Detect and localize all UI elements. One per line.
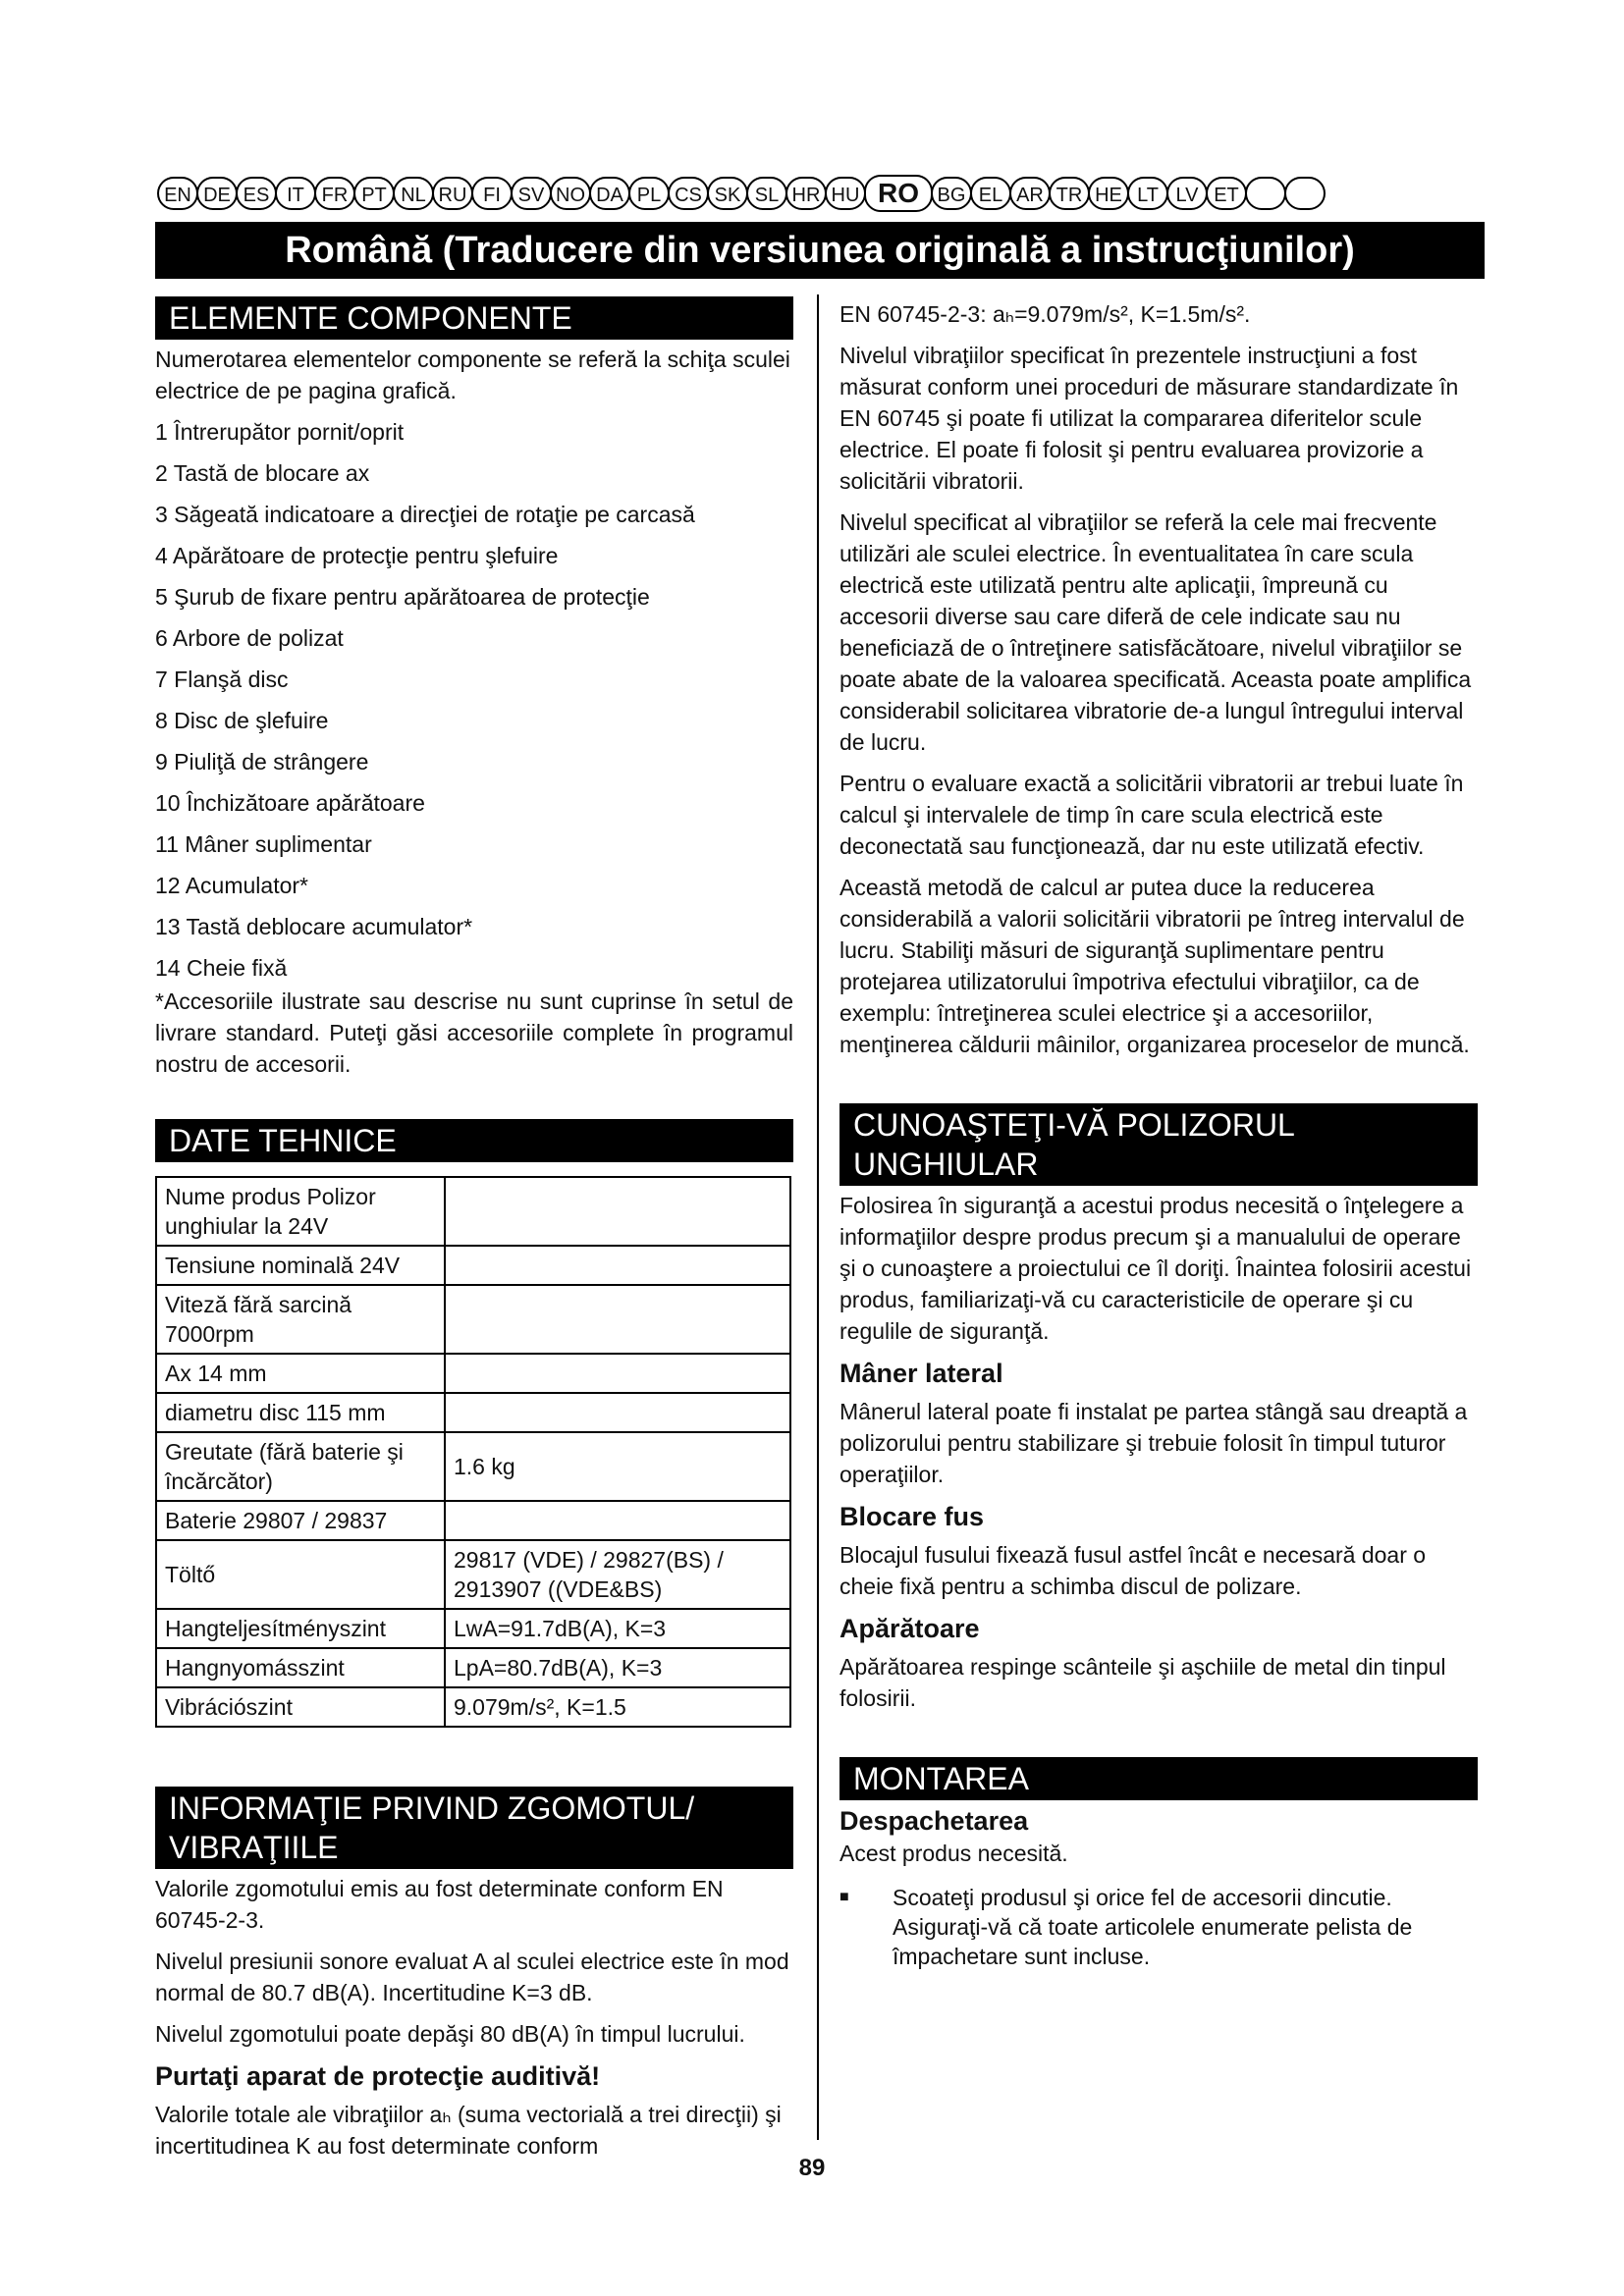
zgomot-heading-line2: VIBRAŢIILE [169, 1830, 339, 1865]
page-title: Română (Traducere din versiunea originală a instrucţiunilor) [155, 222, 1485, 279]
list-item: 13 Tastă deblocare acumulator* [155, 914, 473, 939]
language-tab-ar: AR [1009, 177, 1051, 210]
section-heading-zgomot [155, 1787, 793, 1869]
table-row [156, 1540, 790, 1609]
heading-despachetarea: Despachetarea [839, 1806, 1029, 1836]
zgomot-p1: Valorile zgomotului emis au fost determinate conform EN 60745-2-3. [155, 1876, 724, 1933]
table-row [156, 1285, 790, 1354]
list-item: 11 Mâner suplimentar [155, 831, 372, 857]
language-tab-da: DA [589, 177, 630, 210]
language-tab-tr: TR [1049, 177, 1090, 210]
despachetare-text: Acest produs necesită. [839, 1841, 1068, 1866]
table-row [156, 1177, 790, 1246]
list-item: 10 Închizătoare apărătoare [155, 790, 425, 816]
vibration-p3: Pentru o evaluare exactă a solicitării vibratorii ar trebui luate în calcul şi intervalele de timp în care scula electrică este deconectată sau funcţionează, dar nu este utilizată efectiv. [839, 771, 1464, 859]
cunoasteti-heading-line1: CUNOAŞTEŢI-VĂ POLIZORUL [853, 1107, 1295, 1143]
language-tab-de: DE [196, 177, 238, 210]
bullet-text: Scoateţi produsul şi orice fel de accesorii dincutie. Asiguraţi-vă că toate articolele enumerate pelista de împachetare sunt incluse. [893, 1885, 1413, 1969]
table-row [156, 1609, 790, 1648]
zgomot-p4: Valorile totale ale vibraţiilor aₕ (suma vectorială a trei direcţii) şi incertitudinea K au fost determinate conform [155, 2102, 782, 2159]
list-item: 9 Piuliţă de strângere [155, 749, 369, 774]
table-row [156, 1432, 790, 1501]
language-tab-sv: SV [511, 177, 552, 210]
list-item: 6 Arbore de polizat [155, 625, 344, 651]
table-row [156, 1393, 790, 1432]
table-cell-value: 1.6 kg [445, 1432, 790, 1501]
language-tab-bg: BG [931, 177, 972, 210]
heading-blocare-fus: Blocare fus [839, 1502, 985, 1531]
component-list [155, 416, 793, 984]
table-cell-value [445, 1285, 790, 1354]
table-cell-value: LwA=91.7dB(A), K=3 [445, 1609, 790, 1648]
accessories-note: *Accesoriile ilustrate sau descrise nu sunt cuprinse în setul de livrare standard. Puteţi găsi accesoriile complete în programul nostru de accesorii. [155, 988, 793, 1077]
language-tab-fr: FR [314, 177, 355, 210]
vibration-p2: Nivelul specificat al vibraţiilor se referă la cele mai frecvente utilizări ale sculei electrice. În eventualitatea în care scula electrică este utilizată pentru alte aplicaţii, împreună cu accesorii diverse sau care diferă de cele indicate sau nu beneficiază de o întreţinere satisfăcătoare, nivelul vibraţiilor se poate abate de la valoarea specificată. Aceasta poate amplifica considerabil solicitarea vibratorie de-a lungul întregului interval de lucru. [839, 509, 1472, 755]
table-cell-value [445, 1393, 790, 1432]
en-standard-line: EN 60745-2-3: aₕ=9.079m/s², K=1.5m/s². [839, 301, 1251, 327]
table-cell-label: Vibrációszint [156, 1687, 445, 1727]
language-tab-sk: SK [707, 177, 748, 210]
zgomot-p2: Nivelul presiunii sonore evaluat A al sculei electrice este în mod normal de 80.7 dB(A). Incertitudine K=3 dB. [155, 1949, 789, 2005]
table-cell-value [445, 1354, 790, 1393]
language-tabs [157, 177, 1483, 214]
table-row [156, 1687, 790, 1727]
table-cell-label: Viteză fără sarcină 7000rpm [156, 1285, 445, 1354]
language-tab-nl: NL [393, 177, 434, 210]
heading-maner-lateral: Mâner lateral [839, 1359, 1003, 1388]
list-item: 14 Cheie fixă [155, 955, 288, 981]
list-item: 5 Şurub de fixare pentru apărătoarea de protecţie [155, 584, 650, 610]
zgomot-p3: Nivelul zgomotului poate depăşi 80 dB(A) în timpul lucrului. [155, 2021, 745, 2047]
table-row [156, 1648, 790, 1687]
list-item: 7 Flanşă disc [155, 667, 289, 692]
language-tab-el: EL [970, 177, 1011, 210]
list-item [839, 1883, 1478, 1971]
list-item: 3 Săgeată indicatoare a direcţiei de rotaţie pe carcasă [155, 502, 695, 527]
bullet-square-icon: ■ [839, 1889, 849, 1905]
cunoasteti-heading-line2: UNGHIULAR [853, 1147, 1039, 1182]
zgomot-subheading: Purtaţi aparat de protecţie auditivă! [155, 2061, 601, 2091]
cunoasteti-p1: Folosirea în siguranţă a acestui produs necesită o înţelegere a informaţiilor despre produs precum şi a manualului de operare şi o cunoaştere a proiectului ce îl doriţi. Înaintea folosirii acestui produs, familiarizaţi-vă cu caracteristicile de operare şi cu regulile de siguranţă. [839, 1193, 1472, 1344]
table-cell-label: Greutate (fără baterie şi încărcător) [156, 1432, 445, 1501]
elemente-intro: Numerotarea elementelor componente se referă la schiţa sculei electrice de pe pagina grafică. [155, 347, 790, 403]
left-column [155, 294, 793, 2171]
section-heading-elemente: ELEMENTE COMPONENTE [155, 296, 793, 340]
table-cell-value: 9.079m/s², K=1.5 [445, 1687, 790, 1727]
maner-text: Mânerul lateral poate fi instalat pe partea stângă sau dreaptă a polizorului pentru stabilizare şi trebuie folosit în timpul tuturor operaţiilor. [839, 1399, 1468, 1487]
table-cell-label: Töltő [156, 1540, 445, 1609]
page-number: 89 [798, 2155, 826, 2181]
table-cell-label: Hangteljesítményszint [156, 1609, 445, 1648]
table-cell-value [445, 1501, 790, 1540]
language-tab-lt: LT [1127, 177, 1168, 210]
language-tab-blank [1245, 177, 1286, 210]
table-cell-label: Nume produs Polizor unghiular la 24V [156, 1177, 445, 1246]
language-tab-hr: HR [785, 177, 827, 210]
zgomot-heading-line1: INFORMAŢIE PRIVIND ZGOMOTUL/ [169, 1790, 695, 1826]
vibration-p1: Nivelul vibraţiilor specificat în prezentele instrucţiuni a fost măsurat conform unei proceduri de măsurare standardizate în EN 60745 şi poate fi utilizat la compararea diferitelor scule electrice. El poate fi folosit şi pentru evaluarea provizorie a solicitării vibratorii. [839, 343, 1459, 494]
heading-aparatoare: Apărătoare [839, 1614, 980, 1643]
list-item: 8 Disc de şlefuire [155, 708, 329, 733]
section-heading-cunoasteti [839, 1103, 1478, 1186]
table-cell-value: LpA=80.7dB(A), K=3 [445, 1648, 790, 1687]
list-item: 1 Întrerupător pornit/oprit [155, 419, 405, 445]
language-tab-he: HE [1088, 177, 1129, 210]
language-tab-et: ET [1206, 177, 1247, 210]
section-heading-montarea: MONTAREA [839, 1757, 1478, 1800]
language-tab-hu: HU [825, 177, 866, 210]
language-tab-sl: SL [746, 177, 787, 210]
language-tab-blank [1284, 177, 1326, 210]
table-row [156, 1246, 790, 1285]
aparatoare-text: Apărătoarea respinge scânteile şi aşchiile de metal din tinpul folosirii. [839, 1654, 1446, 1711]
list-item: 2 Tastă de blocare ax [155, 460, 370, 486]
table-cell-label: diametru disc 115 mm [156, 1393, 445, 1432]
table-cell-label: Ax 14 mm [156, 1354, 445, 1393]
table-row [156, 1354, 790, 1393]
language-tab-ru: RU [432, 177, 473, 210]
language-tab-en: EN [157, 177, 198, 210]
list-item: 4 Apărătoare de protecţie pentru şlefuire [155, 543, 559, 568]
language-tab-pt: PT [353, 177, 395, 210]
table-cell-value [445, 1246, 790, 1285]
column-divider [817, 294, 819, 2140]
language-tab-lv: LV [1166, 177, 1208, 210]
vibration-p4: Această metodă de calcul ar putea duce la reducerea considerabilă a valorii solicitării vibratorii pe întreg intervalul de lucru. Stabiliţi măsuri de siguranţă suplimentare pentru protejarea utilizatorului împotriva efectului vibraţiilor, ca de exemplu: întreţinerea sculei electrice şi a accesoriilor, menţinerea căldurii mâinilor, organizarea proceselor de muncă. [839, 875, 1470, 1057]
right-column [839, 294, 1478, 1971]
language-tab-no: NO [550, 177, 591, 210]
language-tab-ro: RO [864, 175, 933, 212]
blocare-text: Blocajul fusului fixează fusul astfel încât e necesară doar o cheie fixă pentru a schimba discul de polizare. [839, 1542, 1427, 1599]
language-tab-pl: PL [628, 177, 670, 210]
table-row [156, 1501, 790, 1540]
technical-data-table [155, 1176, 791, 1728]
language-tab-es: ES [236, 177, 277, 210]
language-tab-fi: FI [471, 177, 513, 210]
table-cell-label: Baterie 29807 / 29837 [156, 1501, 445, 1540]
table-cell-value: 29817 (VDE) / 29827(BS) / 2913907 ((VDE&BS) [445, 1540, 790, 1609]
table-cell-label: Tensiune nominală 24V [156, 1246, 445, 1285]
list-item: 12 Acumulator* [155, 873, 308, 898]
language-tab-cs: CS [668, 177, 709, 210]
table-cell-label: Hangnyomásszint [156, 1648, 445, 1687]
section-heading-date-tehnice: DATE TEHNICE [155, 1119, 793, 1162]
language-tab-it: IT [275, 177, 316, 210]
table-cell-value [445, 1177, 790, 1246]
